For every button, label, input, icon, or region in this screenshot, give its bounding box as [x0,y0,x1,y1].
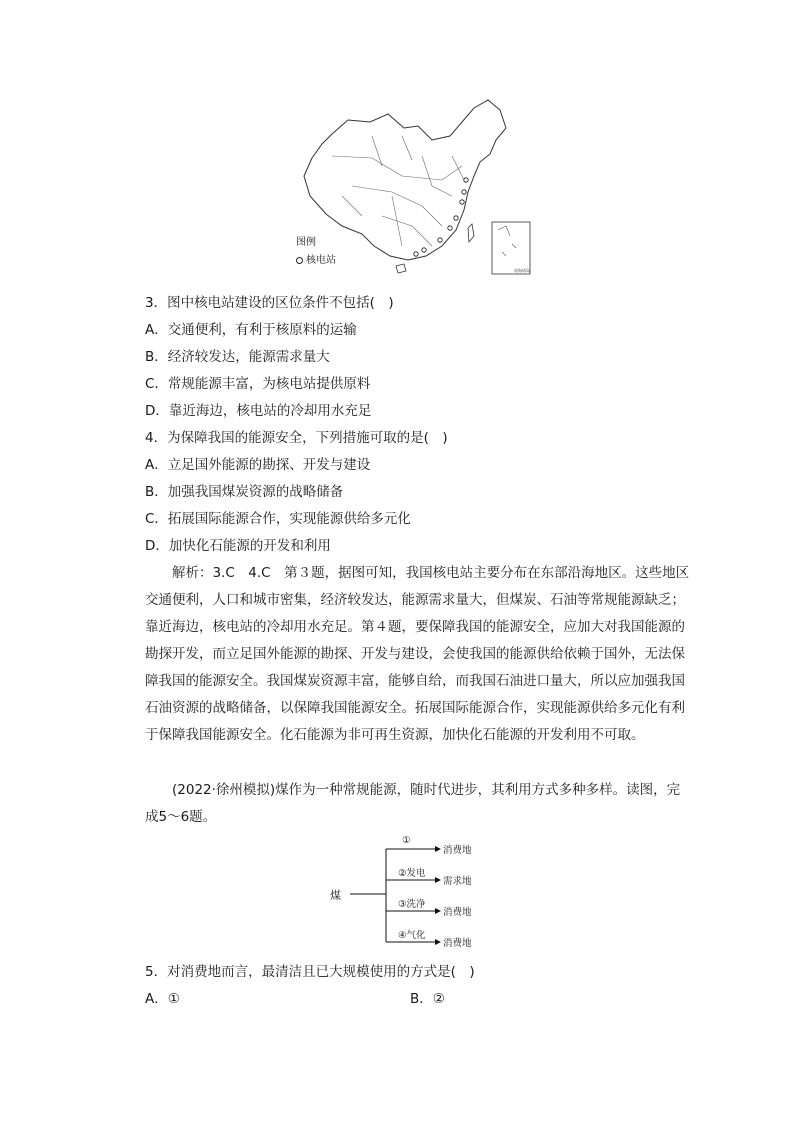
diagram-source: 煤 [330,889,341,902]
intro-line: 成5～6题。 [145,809,217,825]
q4-option-b: B．加强我国煤炭资源的战略储备 [145,484,344,500]
diagram-method-label: ① [402,835,411,846]
inset-islands [498,226,516,256]
nuclear-station-marker [464,178,468,182]
analysis-line: 于保障我国能源安全。化石能源为非可再生资源，加快化石能源的开发利用不可取。 [145,727,645,743]
q4-option-c: C．拓展国际能源合作，实现能源供给多元化 [145,511,411,527]
diagram-method-label: ④气化 [398,930,426,941]
nuclear-station-marker [422,248,426,252]
nuclear-station-marker [448,226,452,230]
q3-option-d: D．靠近海边，核电站的冷却用水充足 [145,403,372,419]
analysis-line: 交通便利，人口和城市密集，经济较发达，能源需求量大，但煤炭、石油等常规能源缺乏； [145,592,685,608]
coal-usage-diagram [330,836,490,952]
q4-option-d: D．加快化石能源的开发和利用 [145,538,331,554]
diagram-target-label: 消费地 [443,845,472,856]
inset-frame [492,222,530,274]
q3-option-b: B．经济较发达，能源需求量大 [145,349,330,365]
analysis-line: 解析：3.C 4.C 第３题，据图可知，我国核电站主要分布在东部沿海地区。这些地区 [172,565,690,581]
analysis-line: 障我国的能源安全。我国煤炭资源丰富，能够自给，而我国石油进口量大，所以应加强我国 [145,673,685,689]
q3-stem: 3．图中核电站建设的区位条件不包括( ) [145,295,394,311]
q4-stem: 4．为保障我国的能源安全，下列措施可取的是( ) [145,430,448,446]
analysis-line: 靠近海边，核电站的冷却用水充足。第４题，要保障我国的能源安全，应加大对我国能源的 [145,619,685,635]
q5-stem: 5．对消费地而言，最清洁且已大规模使用的方式是( ) [145,964,475,980]
diagram-method-label: ②发电 [398,868,426,879]
map-legend [296,234,336,270]
nuclear-station-marker [460,200,464,204]
circle-icon [296,257,303,264]
q5-option-a: A．① [145,991,180,1007]
taiwan-island [468,224,474,242]
analysis-line: 勘探开发，而立足国外能源的勘探、开发与建设，会使我国的能源供给依赖于国外，无法保 [145,646,685,662]
diagram-target-label: 消费地 [443,938,472,949]
q4-option-a: A．立足国外能源的勘探、开发与建设 [145,457,371,473]
nuclear-station-markers [414,178,468,256]
q5-option-b: B．② [410,991,445,1007]
inset-label: 南海诸岛 [514,268,530,273]
legend-item-label: 核电站 [306,255,336,266]
hainan-island [396,264,406,273]
diagram-target-label: 消费地 [443,907,472,918]
legend-item [296,252,336,270]
q3-option-c: C．常规能源丰富，为核电站提供原料 [145,376,371,392]
diagram-target-label: 需求地 [443,876,472,887]
nuclear-station-marker [454,216,458,220]
intro-line: (2022·徐州模拟)煤作为一种常规能源，随时代进步，其利用方式多种多样。读图，完 [172,782,681,798]
q3-option-a: A．交通便利，有利于核原料的运输 [145,322,357,338]
nuclear-station-marker [414,252,418,256]
analysis-line: 石油资源的战略储备，以保障我国能源安全。拓展国际能源合作，实现能源供给多元化有利 [145,700,685,716]
nuclear-station-marker [462,190,466,194]
legend-title: 图例 [296,237,316,248]
diagram-method-label: ③洗净 [398,899,426,910]
nuclear-station-marker [438,238,442,242]
